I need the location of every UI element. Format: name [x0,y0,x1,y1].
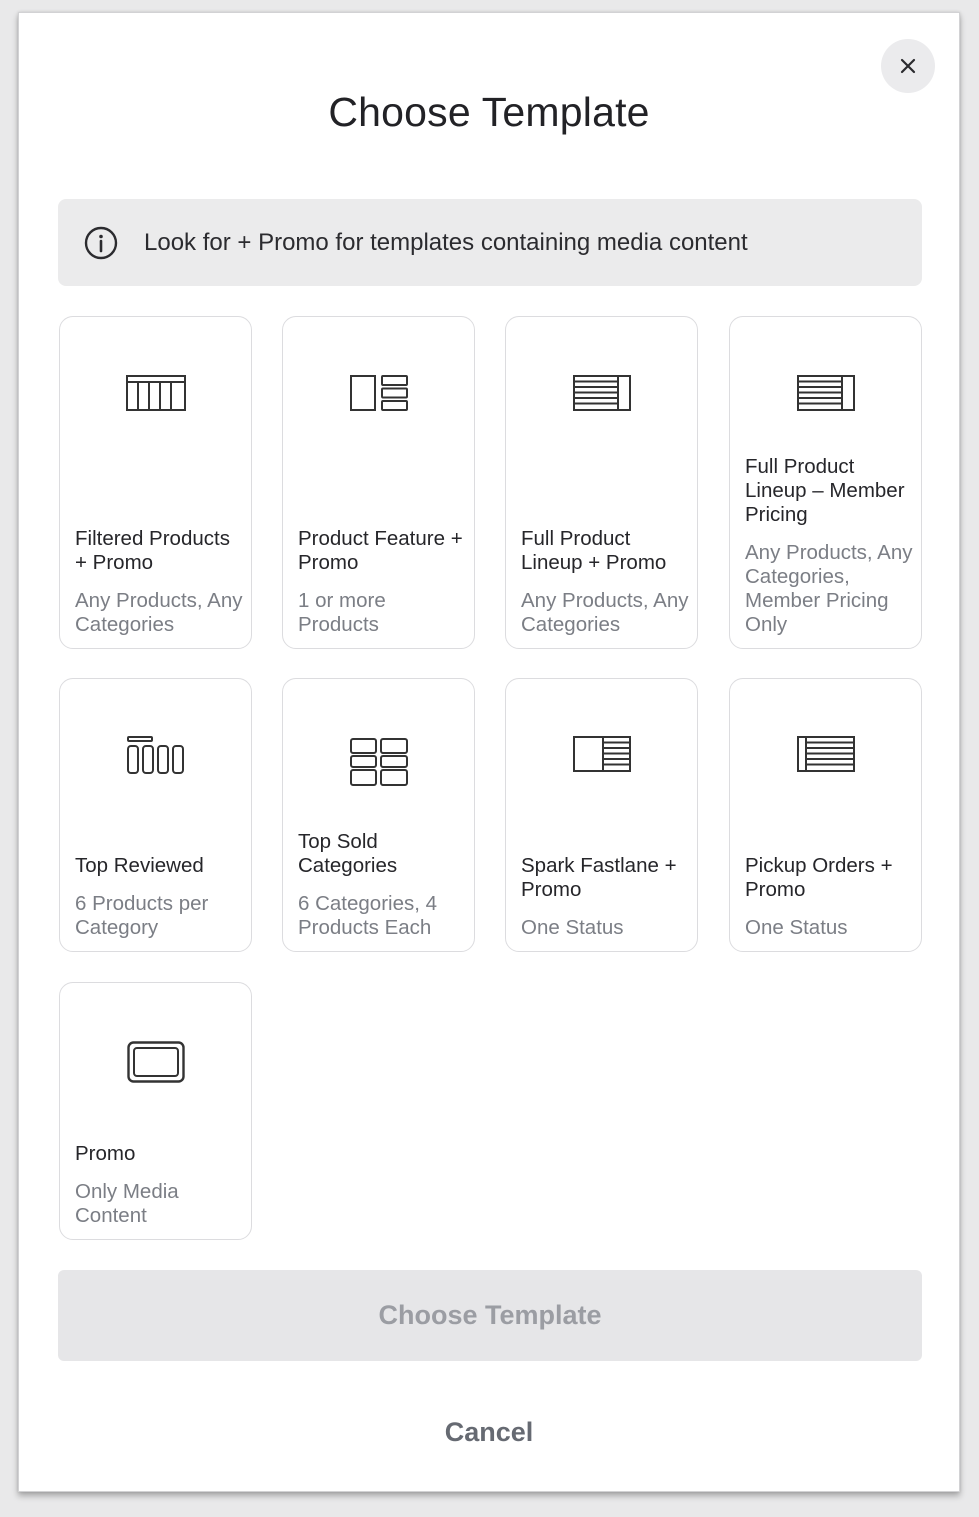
info-banner-text: Look for + Promo for templates containing media content [144,228,748,256]
choose-template-button[interactable]: Choose Template [58,1270,922,1361]
category-grid-icon [350,738,408,786]
close-icon [900,58,916,74]
template-name: Product Feature + Promo [298,527,463,574]
cancel-button[interactable]: Cancel [444,1417,534,1447]
dialog-title: Choose Template [328,89,650,135]
feature-list-icon [350,375,408,411]
reviewed-columns-icon [126,736,186,774]
template-subtitle: 6 Categories, 4 Products Each [298,892,438,939]
template-subtitle: 1 or more Products [298,589,386,636]
template-name: Spark Fastlane + Promo [521,854,677,901]
grid-columns-icon [126,375,186,411]
template-card-spark-fastlane[interactable] [505,678,698,952]
lineup-icon [797,375,855,411]
template-name: Full Product Lineup + Promo [521,527,667,574]
template-subtitle: Any Products, Any Categories, Member Pricing Only [745,541,913,636]
template-subtitle: 6 Products per Category [75,892,209,939]
template-name: Full Product Lineup – Member Pricing [745,455,905,526]
choose-template-dialog [18,12,960,1492]
template-subtitle: Any Products, Any Categories [521,589,689,636]
lineup-icon [573,375,631,411]
template-card-filtered-products[interactable] [59,316,252,649]
list-panel-icon [797,736,855,772]
close-button[interactable] [881,39,935,93]
template-subtitle: One Status [745,916,848,939]
template-name: Promo [75,1142,136,1165]
info-icon [84,226,118,260]
media-frame-icon [127,1041,185,1083]
template-subtitle: Only Media Content [75,1180,179,1227]
info-banner [58,199,922,286]
template-name: Top Sold Categories [298,830,398,877]
template-card-full-product-lineup[interactable] [505,316,698,649]
template-card-top-sold-categories[interactable] [282,678,475,952]
template-card-product-feature[interactable] [282,316,475,649]
template-name: Pickup Orders + Promo [745,854,893,901]
template-card-top-reviewed[interactable] [59,678,252,952]
template-name: Top Reviewed [75,854,204,877]
template-card-promo[interactable] [59,982,252,1240]
split-panel-icon [573,736,631,772]
template-name: Filtered Products + Promo [75,527,230,574]
template-subtitle: One Status [521,916,624,939]
template-card-member-pricing[interactable] [729,316,922,649]
template-card-pickup-orders[interactable] [729,678,922,952]
template-subtitle: Any Products, Any Categories [75,589,243,636]
